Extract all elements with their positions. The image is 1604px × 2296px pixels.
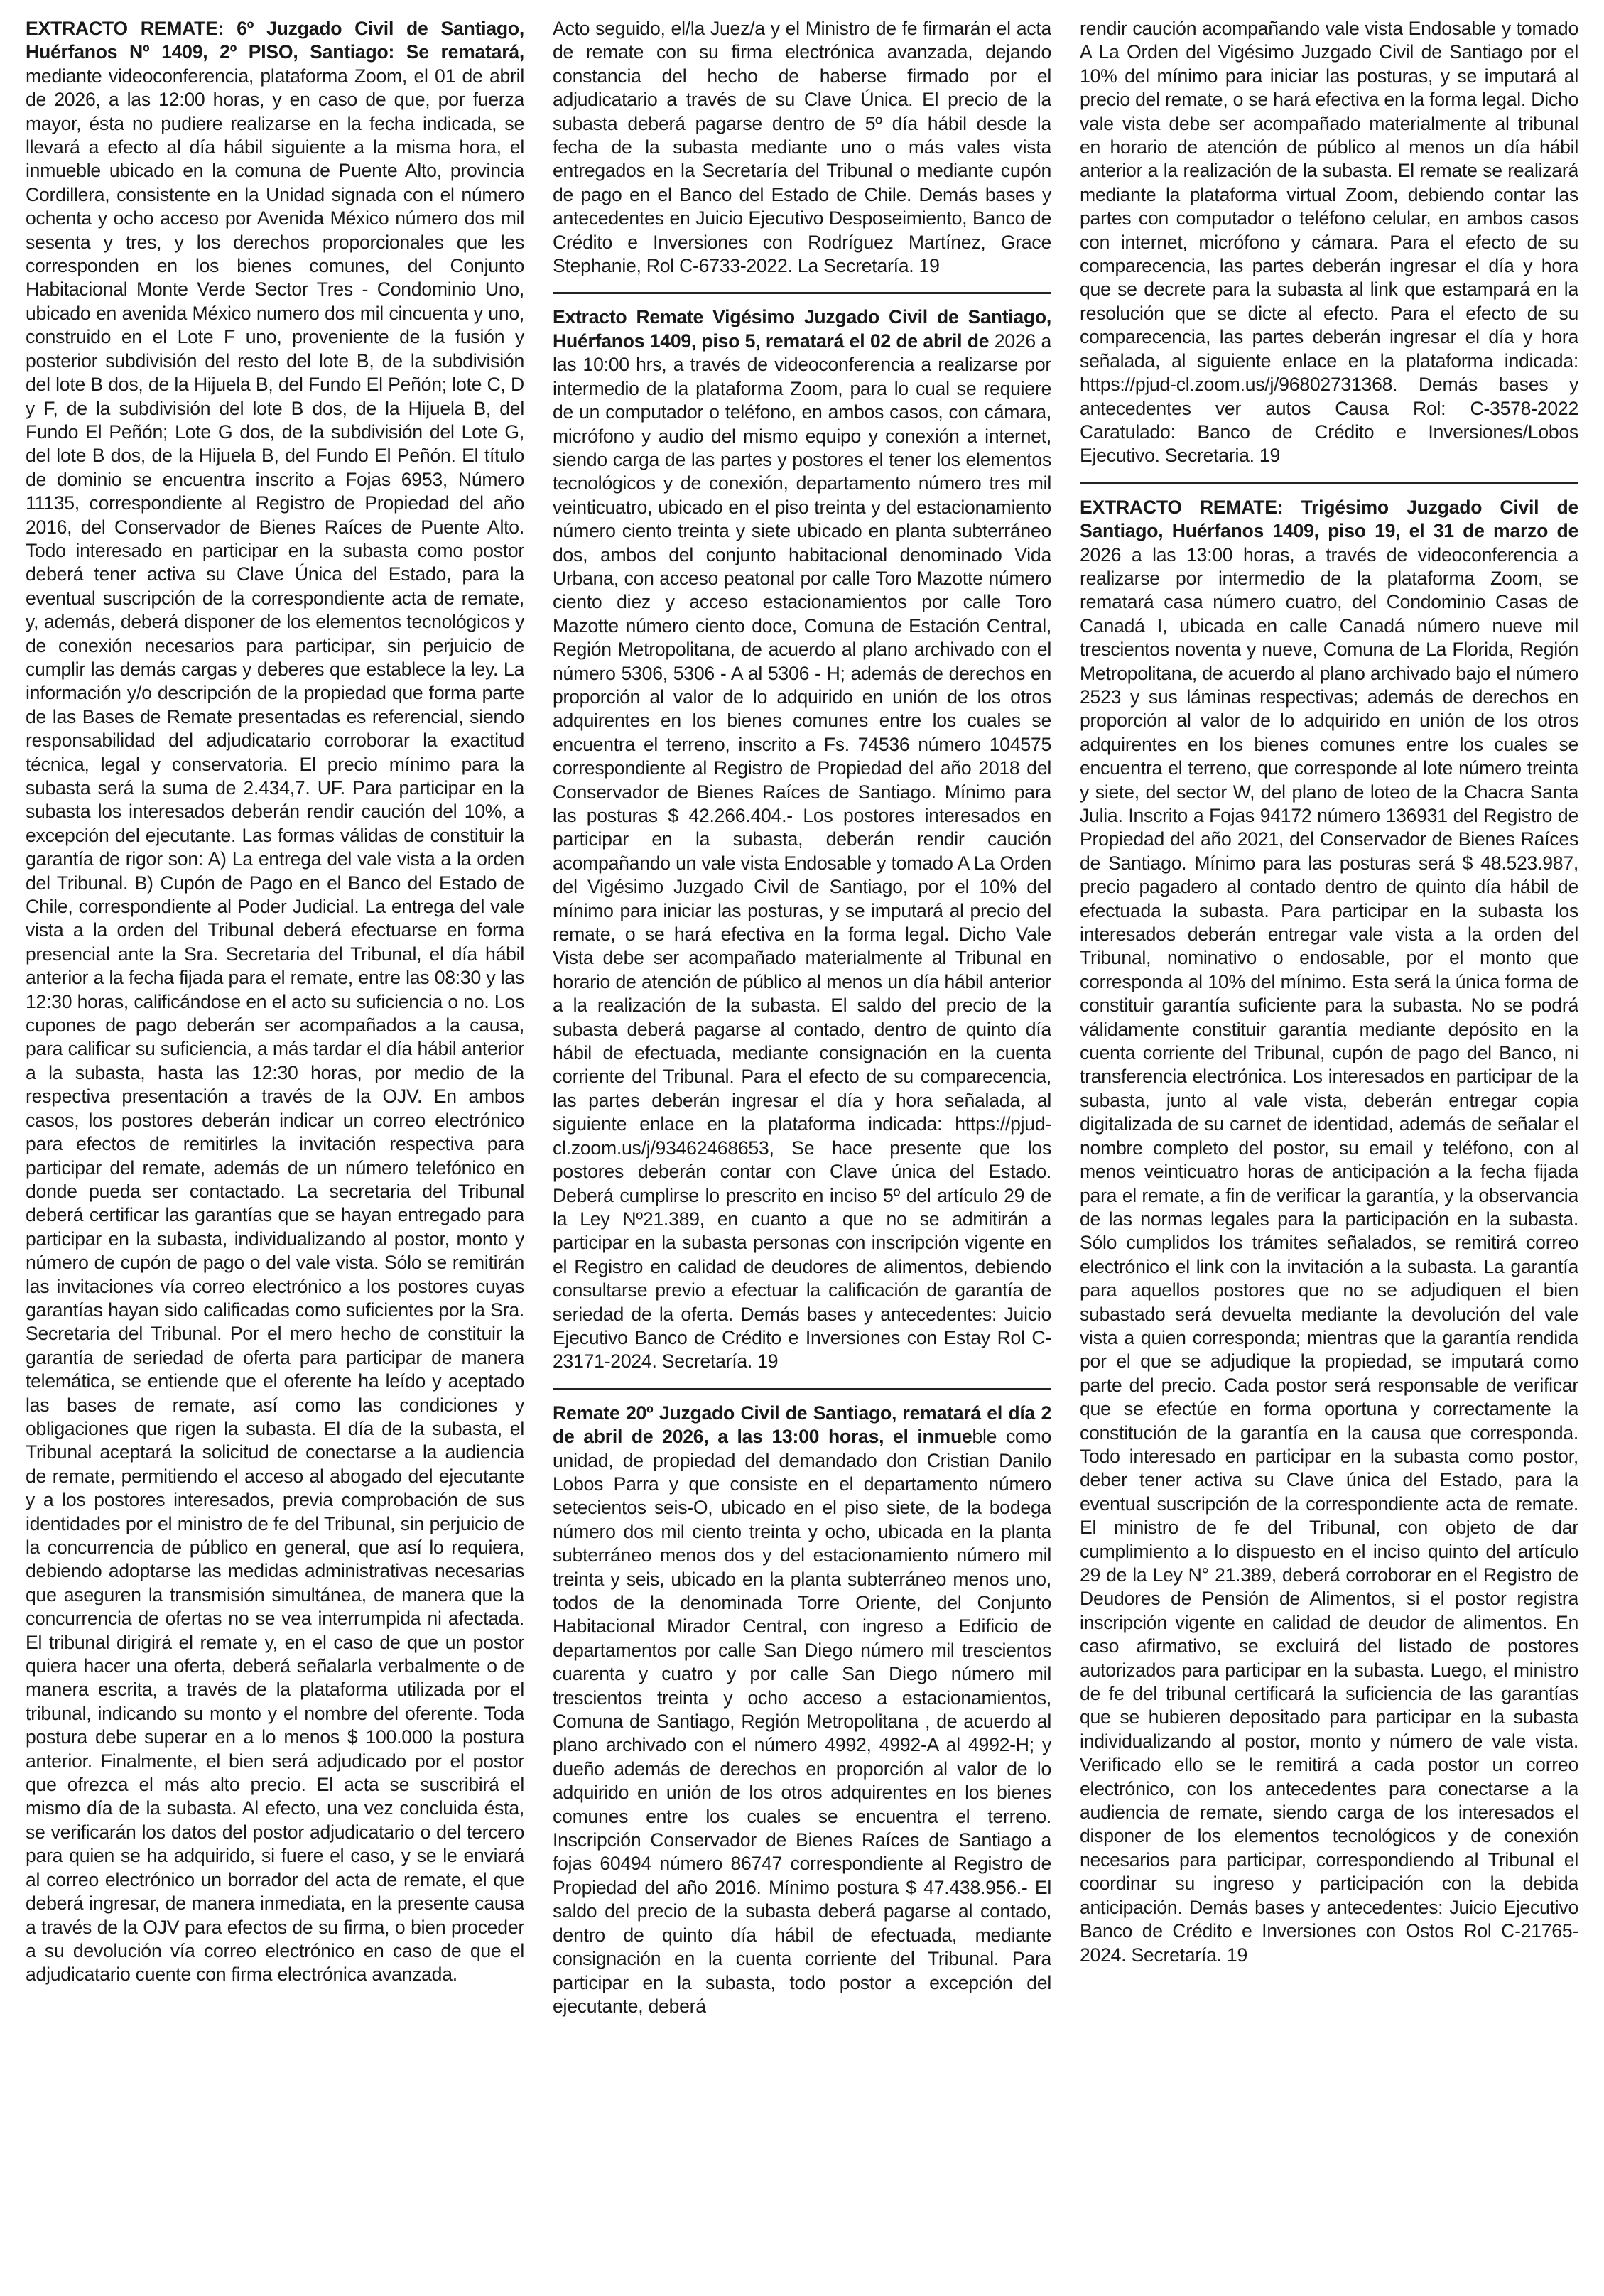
notice-heading: EXTRACTO REMATE: Trigésimo Juzgado Civil de Santiago, Huérfanos 1409, piso 19, el 31 de marzo de bbox=[1080, 496, 1578, 542]
newspaper-classifieds-page bbox=[26, 17, 1578, 2283]
column-3 bbox=[1080, 17, 1578, 2283]
notice-remate-vigesimo-juzgado bbox=[553, 305, 1051, 1373]
notice-body: 2026 a las 10:00 hrs, a través de videoconferencia a realizarse por intermedio de la plataforma Zoom, para lo cual se requiere de un computador o teléfono, en ambos casos, con cámara, micrófono y audio del mismo equipo y conexión a internet, siendo carga de las partes y postores el tener los elementos tecnológicos y de conexión, departamento número tres mil veinticuatro, ubicado en el piso treinta y del estacionamiento número ciento treinta y siete ubicado en planta subterráneo dos, ambos del conjunto habitacional denominado Vida Urbana, con acceso peatonal por calle Toro Mazotte número ciento diez y acceso estacionamientos por calle Toro Mazotte número ciento doce, Comuna de Estación Central, Región Metropolitana, de acuerdo al plano archivado con el número 5306, 5306 - A al 5306 - H; además de derechos en proporción al valor de lo adquirido en unión de los otros adquirentes en los bienes comunes entre los cuales se encuentra el terreno, inscrito a Fs. 74536 número 104575 correspondiente al Registro de Propiedad del año 2018 del Conservador de Bienes Raíces de Santiago. Mínimo para las posturas $ 42.266.404.- Los postores interesados en participar en la subasta, deberán rendir caución acompañando un vale vista Endosable y tomado A La Orden del Vigésimo Juzgado Civil de Santiago, por el 10% del mínimo para iniciar las posturas, y se imputará al precio del remate, o se hará efectiva en la forma legal. Dicho Vale Vista debe ser acompañado materialmente al Tribunal en horario de atención de público al menos un día hábil anterior a la realización de la subasta. El saldo del precio de la subasta deberá pagarse al contado, dentro de quinto día hábil de efectuada, mediante consignación en la cuenta corriente del Tribunal. Para el efecto de su comparecencia, las partes deberán ingresar el día y hora señalada, al siguiente enlace en la plataforma indicada: https://pjud-cl.zoom.us/j/93462468653, Se hace presente que los postores deberán contar con Clave única del Estado. Deberá cumplirse lo prescrito en inciso 5º del artículo 29 de la Ley Nº21.389, en cuanto a que no se admitirán a participar en la subasta personas con inscripción vigente en el Registro en calidad de deudores de alimentos, debiendo consultarse previo a efectuar la calificación de garantía de seriedad de la oferta. Demás bases y antecedentes: Juicio Ejecutivo Banco de Crédito e Inversiones con Estay Rol C-23171-2024. Secretaría. 19 bbox=[553, 330, 1051, 1372]
notice-heading: Extracto Remate Vigésimo Juzgado Civil de Santiago, Huérfanos 1409, piso 5, rematará el 02 de abril de bbox=[553, 306, 1051, 352]
column-2 bbox=[553, 17, 1051, 2283]
notice-divider bbox=[553, 1388, 1051, 1390]
notice-remate-6-juzgado-continued bbox=[553, 17, 1051, 278]
notice-remate-20-juzgado bbox=[553, 1402, 1051, 2019]
notice-body: Acto seguido, el/la Juez/a y el Ministro de fe firmarán el acta de remate con su firma electrónica avanzada, dejando constancia del hecho de haberse firmado por el adjudicatario a través de su Clave Única. El precio de la subasta deberá pagarse dentro de 5º día hábil desde la fecha de la subasta mediante uno o más vales vista entregados en la Secretaría del Tribunal o mediante cupón de pago en el Banco del Estado de Chile. Demás bases y antecedentes en Juicio Ejecutivo Desposeimiento, Banco de Crédito e Inversiones con Rodríguez Martínez, Grace Stephanie, Rol C-6733-2022. La Secretaría. 19 bbox=[553, 18, 1051, 277]
notice-body: ble como unidad, de propiedad del demandado don Cristian Danilo Lobos Parra y que consiste en el departamento número setecientos seis-O, ubicado en el piso siete, de la bodega número dos mil ciento treinta y ocho, ubicada en la planta subterráneo menos dos y del estacionamiento número mil treinta y seis, ubicado en la planta subterráneo menos uno, todos de la denominada Torre Oriente, del Conjunto Habitacional Mirador Central, con ingreso a Edificio de departamentos por calle San Diego número mil trescientos cuarenta y cuatro y por calle San Diego número mil trescientos treinta y ocho acceso a estacionamientos, Comuna de Santiago, Región Metropolitana , de acuerdo al plano archivado con el número 4992, 4992-A al 4992-H; y dueño además de derechos en proporción al valor de lo adquirido en unión de los otros adquirentes en los bienes comunes entre los cuales se encuentra el terreno. Inscripción Conservador de Bienes Raíces de Santiago a fojas 60494 número 86747 correspondiente al Registro de Propiedad del año 2016. Mínimo postura $ 47.438.956.- El saldo del precio de la subasta deberá pagarse al contado, dentro de quinto día hábil de efectuada, mediante consignación en la cuenta corriente del Tribunal. Para participar en la subasta, todo postor a excepción del ejecutante, deberá bbox=[553, 1426, 1051, 2017]
notice-remate-20-juzgado-continued bbox=[1080, 17, 1578, 468]
notice-divider bbox=[1080, 482, 1578, 484]
notice-divider bbox=[553, 292, 1051, 294]
notice-heading: Remate 20º Juzgado Civil de Santiago, rematará el día 2 de abril de 2026, a las 13:00 horas, el inmue bbox=[553, 1402, 1051, 1448]
notice-heading: EXTRACTO REMATE: 6º Juzgado Civil de Santiago, Huérfanos Nº 1409, 2º PISO, Santiago: Se rematará, bbox=[26, 18, 524, 63]
notice-remate-6-juzgado bbox=[26, 17, 524, 1987]
column-1 bbox=[26, 17, 524, 2283]
notice-body: 2026 a las 13:00 horas, a través de videoconferencia a realizarse por intermedio de la plataforma Zoom, se rematará casa número cuatro, del Condominio Casas de Canadá I, ubicada en calle Canadá número nueve mil trescientos noventa y nueve, Comuna de La Florida, Región Metropolitana, de acuerdo al plano archivado bajo el número 2523 y sus láminas respectivas; además de derechos en proporción al valor de lo adquirido en unión de los otros adquirentes en los bienes comunes entre los cuales se encuentra el terreno, que corresponde al lote número treinta y siete, del sector W, del plano de loteo de la Chacra Santa Julia. Inscrito a Fojas 94172 número 136931 del Registro de Propiedad del año 2021, del Conservador de Bienes Raíces de Santiago. Mínimo para las posturas será $ 48.523.987, precio pagadero al contado dentro de quinto día hábil de efectuada la subasta. Para participar en la subasta los interesados deberán entregar vale vista a la orden del Tribunal, nominativo o endosable, por el monto que corresponda al 10% del mínimo. Esta será la única forma de constituir garantía suficiente para la subasta. No se podrá válidamente constituir garantía mediante depósito en la cuenta corriente del Tribunal, cupón de pago del Banco, ni transferencia electrónica. Los interesados en participar de la subasta, junto al vale vista, deberán entregar copia digitalizada de su carnet de identidad, además de señalar el nombre completo del postor, su email y teléfono, con al menos veinticuatro horas de anticipación a la fecha fijada para el remate, a fin de verificar la garantía, y la observancia de las normas legales para la participación en la subasta. Sólo cumplidos los trámites señalados, se remitirá correo electrónico el link con la invitación a la subasta. La garantía para aquellos postores que no se adjudiquen el bien subastado será devuelta mediante la devolución del vale vista a quien corresponda; mientras que la garantía rendida por el que se adjudique la propiedad, se imputará como parte del precio. Cada postor será responsable de verificar que se efectúe en forma oportuna y correctamente la constitución de la garantía en la causa que corresponda. Todo interesado en participar en la subasta como postor, deber tener activa su Clave única del Estado, para la eventual suscripción de la correspondiente acta de remate. El ministro de fe del Tribunal, con objeto de dar cumplimiento a lo dispuesto en el inciso quinto del artículo 29 de la Ley N° 21.389, deberá corroborar en el Registro de Deudores de Pensión de Alimentos, si el postor registra inscripción vigente en calidad de deudor de alimentos. En caso afirmativo, se excluirá del listado de postores autorizados para participar en la subasta. Luego, el ministro de fe del tribunal certificará la suficiencia de las garantías que se hubieren depositado para participar en la subasta individualizando al postor, monto y número de vale vista. Verificado ello se le remitirá a cada postor un correo electrónico, con los antecedentes para conectarse a la audiencia de remate, siendo carga de los interesados el disponer de los elementos tecnológicos y de conexión necesarios para participar, correspondiendo al Tribunal el coordinar su ingreso y participación con la debida anticipación. Demás bases y antecedentes: Juicio Ejecutivo Banco de Crédito e Inversiones con Ostos Rol C-21765-2024. Secretaría. 19 bbox=[1080, 543, 1578, 1966]
notice-body: mediante videoconferencia, plataforma Zoom, el 01 de abril de 2026, a las 12:00 horas, y en caso de que, por fuerza mayor, ésta no pudiere realizarse en la fecha indicada, se llevará a efecto al día hábil siguiente a la misma hora, el inmueble ubicado en la comuna de Puente Alto, provincia Cordillera, consistente en la Unidad signada con el número ochenta y ocho acceso por Avenida México número dos mil sesenta y tres, y los derechos proporcionales que les corresponden en los bienes comunes, del Conjunto Habitacional Monte Verde Sector Tres - Condominio Uno, ubicado en avenida México numero dos mil cincuenta y uno, construido en el Lote F uno, proveniente de la fusión y posterior subdivisión del resto del lote B, de la subdivisión del lote B dos, de la Hijuela B, del Fundo El Peñón; lote C, D y F, de la subdivisión del lote B dos, de la Hijuela B, del Fundo El Peñón; Lote G dos, de la subdivisión del Lote G, del lote B dos, de la Hijuela B, del Fundo El Peñón. El título de dominio se encuentra inscrito a Fojas 6953, Número 11135, correspondiente al Registro de Propiedad del año 2016, del Conservador de Bienes Raíces de Puente Alto. Todo interesado en participar en la subasta como postor deberá tener activa su Clave Única del Estado, para la eventual suscripción de la correspondiente acta de remate, y, además, deberá disponer de los elementos tecnológicos y de conexión necesarios para participar, sin perjuicio de cumplir las demás cargas y deberes que establece la ley. La información y/o descripción de la propiedad que forma parte de las Bases de Remate presentadas es referencial, siendo responsabilidad del adjudicatario corroborar la exactitud técnica, legal y conservatoria. El precio mínimo para la subasta será la suma de 2.434,7. UF. Para participar en la subasta los interesados deberán rendir caución del 10%, a excepción del ejecutante. Las formas válidas de constituir la garantía de rigor son: A) La entrega del vale vista a la orden del Tribunal. B) Cupón de Pago en el Banco del Estado de Chile, correspondiente al Poder Judicial. La entrega del vale vista a la orden del Tribunal deberá efectuarse en forma presencial ante la Sra. Secretaria del Tribunal, el día hábil anterior a la fecha fijada para el remate, entre las 08:30 y las 12:30 horas, calificándose en el acto su suficiencia o no. Los cupones de pago deberán ser acompañados a la causa, para calificar su suficiencia, a más tardar el día hábil anterior a la subasta, hasta las 12:30 horas, por medio de la respectiva presentación a través de la OJV. En ambos casos, los postores deberán indicar un correo electrónico para efectos de remitirles la invitación respectiva para participar del remate, además de un número telefónico en donde pueda ser contactado. La secretaria del Tribunal deberá certificar las garantías que se hayan entregado para participar en la subasta, individualizando al postor, monto y número de cupón de pago o del vale vista. Sólo se remitirán las invitaciones vía correo electrónico a los postores cuyas garantías hayan sido calificadas como suficientes por la Sra. Secretaria del Tribunal. Por el mero hecho de constituir la garantía de seriedad de oferta para participar de manera telemática, se entiende que el oferente ha leído y aceptado las bases de remate, así como las condiciones y obligaciones que rigen la subasta. El día de la subasta, el Tribunal aceptará la solicitud de conectarse a la audiencia de remate, permitiendo el acceso al abogado del ejecutante y a los postores interesados, previa comprobación de sus identidades por el ministro de fe del Tribunal, sin perjuicio de la concurrencia de público en general, que así lo requiera, debiendo adoptarse las medidas administrativas necesarias que aseguren la transmisión simultánea, de manera que la concurrencia de ofertas no se vea interrumpida ni afectada. El tribunal dirigirá el remate y, en el caso de que un postor quiera hacer una oferta, deberá señalarla verbalmente o de manera escrita, a través de la plataforma utilizada por el tribunal, indicando su monto y el nombre del oferente. Toda postura debe superar en a lo menos $ 100.000 la postura anterior. Finalmente, el bien será adjudicado por el postor que ofrezca el más alto precio. El acta se suscribirá el mismo día de la subasta. Al efecto, una vez concluida ésta, se verificarán los datos del postor adjudicatario o del tercero para quien se ha adquirido, si fuere el caso, y se le enviará al correo electrónico un borrador del acta de remate, el que deberá ingresar, de manera inmediata, en la presente causa a través de la OJV para efectos de su firma, o bien proceder a su devolución vía correo electrónico en caso de que el adjudicatario cuente con firma electrónica avanzada. bbox=[26, 65, 524, 1986]
notice-remate-trigesimo-juzgado bbox=[1080, 496, 1578, 1967]
notice-body: rendir caución acompañando vale vista Endosable y tomado A La Orden del Vigésimo Juzgado Civil de Santiago por el 10% del mínimo para iniciar las posturas, y se imputará al precio del remate, o se hará efectiva en la forma legal. Dicho vale vista debe ser acompañado materialmente al tribunal en horario de atención de público al menos un día hábil anterior a la realización de la subasta. El remate se realizará mediante la plataforma virtual Zoom, debiendo contar las partes con computador o teléfono celular, en ambos casos con internet, micrófono y cámara. Para el efecto de su comparecencia, las partes deberán ingresar el día y hora que se decrete para la subasta al link que estampará en la resolución que se dicte al efecto. Para el efecto de su comparecencia, las partes deberán ingresar el día y hora señalada, al siguiente enlace en la plataforma indicada: https://pjud-cl.zoom.us/j/96802731368. Demás bases y antecedentes ver autos Causa Rol: C-3578-2022 Caratulado: Banco de Crédito e Inversiones/Lobos Ejecutivo. Secretaria. 19 bbox=[1080, 18, 1578, 467]
